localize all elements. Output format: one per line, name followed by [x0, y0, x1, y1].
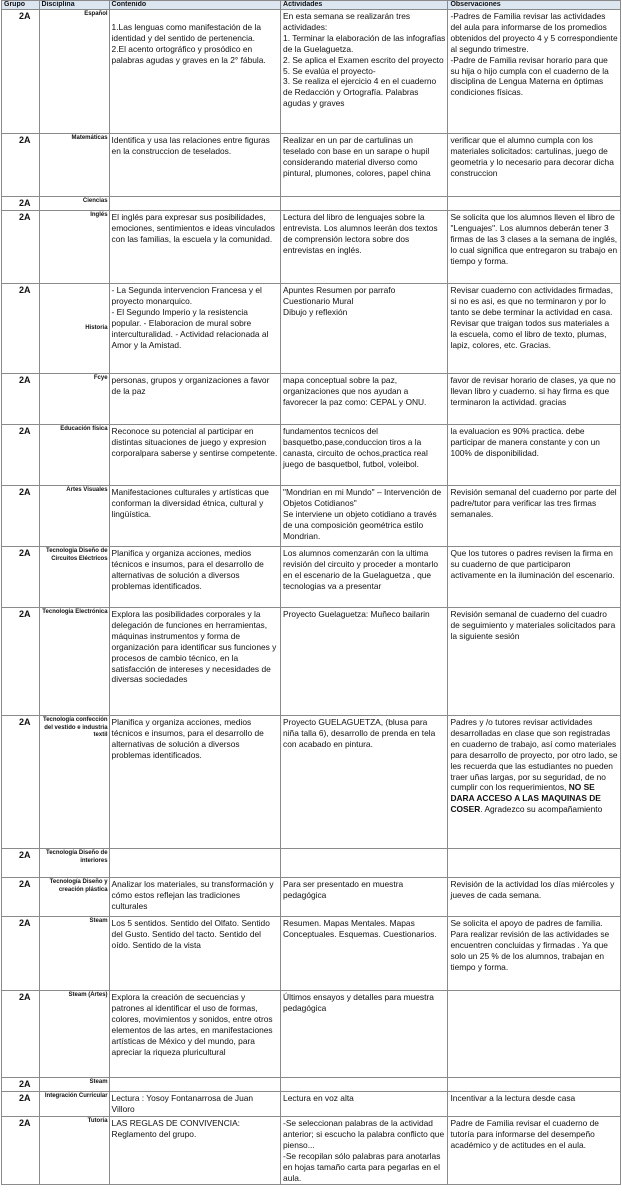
table-row	[2, 547, 621, 608]
observaciones-cell: Padre de Familia revisar el cuaderno de tutoría para informarse del desempeño académico y de actitudes en el aula.	[448, 1117, 621, 1185]
actividades-cell: Los alumnos comenzarán con la ultima revisión del circuito y proceder a montarlo en el escenario de la Guelaguetza , que tecnologias va a presentar	[281, 547, 448, 608]
contenido-cell: Analizar los materiales, su transformación y cómo estos reflejan las tradiciones culturales	[109, 878, 280, 917]
contenido-cell	[109, 197, 280, 211]
observaciones-warning: NO SE DARA ACCESO A LAS MAQUINAS DE COSER	[450, 782, 601, 815]
actividades-cell: mapa conceptual sobre la paz, organizaciones que nos ayudan a favorecer la paz como: CEPAL y ONU.	[281, 374, 448, 425]
table-row	[2, 486, 621, 547]
table-row	[2, 878, 621, 917]
observaciones-cell: Revisión semanal de cuaderno del cuadro de seguimiento y materiales solicitados para la siguiente sesión	[448, 608, 621, 716]
grupo-cell: 2A	[2, 917, 40, 991]
contenido-cell: Explora la creación de secuencias y patrones al identificar el uso de formas, colores, movimientos y sonidos, entre otros elementos de las artes, en manifestaciones artísticas de México y del mundo, para apreciar la riqueza pluricultural	[109, 991, 280, 1078]
disciplina-cell: Tecnologia Diseño de Circuitos Eléctricos	[39, 547, 109, 608]
disciplina-cell: Tecnología confección del vestido e industria textil	[39, 716, 109, 849]
grupo-cell: 2A	[2, 425, 40, 486]
actividades-cell: Proyecto GUELAGUETZA, (blusa para niña talla 6), desarrollo de prenda en tela con acabado en pintura.	[281, 716, 448, 849]
table-row	[2, 134, 621, 197]
actividades-cell: En esta semana se realizarán tres actividades: 1. Terminar la elaboración de las infografías de la Guelaguetza. 2. Se aplica el Examen escrito del proyecto 5. Se evalúa el proyecto- 3. Se realiza el ejercicio 4 en el cuaderno de Redacción y Ortografía. Palabras agudas y graves	[281, 10, 448, 134]
disciplina-cell: Steam	[39, 1078, 109, 1092]
contenido-cell	[109, 849, 280, 878]
observaciones-cell: Revisión de la actividad los días miércoles y jueves de cada semana.	[448, 878, 621, 917]
observaciones-cell: la evaluacion es 90% practica. debe participar de manera constante y con un 100% de disponibilidad.	[448, 425, 621, 486]
grupo-cell: 2A	[2, 547, 40, 608]
observaciones-cell	[448, 849, 621, 878]
header-contenido: Contenido	[109, 1, 280, 10]
disciplina-cell: Español	[39, 10, 109, 134]
grupo-cell: 2A	[2, 878, 40, 917]
grupo-cell: 2A	[2, 991, 40, 1078]
table-row	[2, 917, 621, 991]
contenido-cell: Lectura : Yosoy Fontanarrosa de Juan Villoro	[109, 1092, 280, 1117]
disciplina-cell: Integración Curricular	[39, 1092, 109, 1117]
contenido-cell	[109, 1078, 280, 1092]
observaciones-cell: Se solicita que los alumnos lleven el libro de "Lenguajes". Los alumnos deberán tener 3 firmas de las 3 clases a la semana de inglés, lo cual significa que entregaron su trabajo en tiempo y forma.	[448, 211, 621, 284]
table-row	[2, 1117, 621, 1185]
contenido-cell: 1.Las lenguas como manifestación de la identidad y del sentido de pertenencia. 2.El acento ortográfico y prosódico en palabras agudas y graves en la 2° fábula.	[109, 10, 280, 134]
contenido-cell: Planifica y organiza acciones, medios técnicos e insumos, para el desarrollo de alternativas de solución a diversos problemas identificados.	[109, 716, 280, 849]
grupo-cell: 2A	[2, 197, 40, 211]
header-grupo: Grupo	[2, 1, 40, 10]
observaciones-cell	[448, 716, 621, 849]
actividades-cell	[281, 197, 448, 211]
table-row	[2, 10, 621, 134]
contenido-cell: personas, grupos y organizaciones a favor de la paz	[109, 374, 280, 425]
disciplina-cell: Inglés	[39, 211, 109, 284]
disciplina-cell: Steam	[39, 917, 109, 991]
disciplina-cell: Matemáticas	[39, 134, 109, 197]
grupo-cell: 2A	[2, 374, 40, 425]
grupo-cell: 2A	[2, 134, 40, 197]
contenido-cell: Manifestaciones culturales y artísticas que conforman la diversidad étnica, cultural y lingüística.	[109, 486, 280, 547]
actividades-cell: Últimos ensayos y detalles para muestra pedagógica	[281, 991, 448, 1078]
contenido-cell: Planifica y organiza acciones, medios técnicos e insumos, para el desarrollo de alternativas de solución a diversos problemas identificados.	[109, 547, 280, 608]
table-row	[2, 716, 621, 849]
header-observaciones: Observaciones	[448, 1, 621, 10]
observaciones-cell: verificar que el alumno cumpla con los materiales solicitados: cartulinas, juego de geometria y lo necesario para decorar dicha construccion	[448, 134, 621, 197]
table-row	[2, 991, 621, 1078]
table-row	[2, 211, 621, 284]
grupo-cell: 2A	[2, 1092, 40, 1117]
observaciones-cell: favor de revisar horario de clases, ya que no llevan libro y cuaderno. si hay firma es que terminaron la actividad. gracias	[448, 374, 621, 425]
observaciones-text: Padres y /o tutores revisar actividades desarrolladas en clase que son registradas en cuaderno de trabajo, así como materiales para desarrollo de proyecto, por otro lado, se les recuerda que las estudiantes no pueden traer uñas largas, por su seguridad, de no cumplir con los requerimientos,	[450, 717, 618, 793]
table-row	[2, 374, 621, 425]
grupo-cell: 2A	[2, 849, 40, 878]
actividades-cell: "Mondrian en mi Mundo" – Intervención de Objetos Cotidianos" Se interviene un objeto cotidiano a través de una composición geométrica estilo Mondrian.	[281, 486, 448, 547]
grupo-cell: 2A	[2, 1117, 40, 1185]
grupo-cell: 2A	[2, 608, 40, 716]
header-actividades: Actividades	[281, 1, 448, 10]
header-disciplina: Disciplina	[39, 1, 109, 10]
disciplina-cell: Fcye	[39, 374, 109, 425]
contenido-cell: Reconoce su potencial al participar en distintas situaciones de juego y expresion corporalpara saberse y sentirse competente.	[109, 425, 280, 486]
observaciones-cell: Que los tutores o padres revisen la firma en su cuaderno de que participaron activamente en la iluminación del escenario.	[448, 547, 621, 608]
contenido-cell: El inglés para expresar sus posibilidades, emociones, sentimientos e ideas vinculados con las familias, la escuela y la comunidad.	[109, 211, 280, 284]
observaciones-text: . Agradezco su acompañamiento	[480, 804, 603, 815]
disciplina-cell: Tecnología Diseño de interiores	[39, 849, 109, 878]
table-row	[2, 849, 621, 878]
grupo-cell: 2A	[2, 716, 40, 849]
observaciones-cell	[448, 197, 621, 211]
observaciones-cell: Incentivar a la lectura desde casa	[448, 1092, 621, 1117]
actividades-cell: Lectura en voz alta	[281, 1092, 448, 1117]
disciplina-cell: Artes Visuales	[39, 486, 109, 547]
disciplina-cell: Tecnologia Electrónica	[39, 608, 109, 716]
grupo-cell: 2A	[2, 284, 40, 374]
actividades-cell	[281, 849, 448, 878]
grupo-cell: 2A	[2, 1078, 40, 1092]
table-row	[2, 197, 621, 211]
disciplina-cell: Tecnología Diseño y creación plástica	[39, 878, 109, 917]
contenido-cell: LAS REGLAS DE CONVIVENCIA: Reglamento del grupo.	[109, 1117, 280, 1185]
observaciones-cell: Revisar cuaderno con actividades firmadas, si no es asi, es que no terminaron y por lo tanto se debe terminar la actividad en casa. Revisar que traigan todos sus materiales a la escuela, como el libro de texto, plumas, lapiz, colores, etc. Gracias.	[448, 284, 621, 374]
table-row	[2, 284, 621, 374]
disciplina-cell: Historia	[39, 284, 109, 374]
table-row	[2, 1092, 621, 1117]
table-row	[2, 1078, 621, 1092]
actividades-cell: Para ser presentado en muestra pedagógica	[281, 878, 448, 917]
contenido-cell: Los 5 sentidos. Sentido del Olfato. Sentido del Gusto. Sentido del tacto. Sentido del oído. Sentido de la vista	[109, 917, 280, 991]
actividades-cell: Resumen. Mapas Mentales. Mapas Conceptuales. Esquemas. Cuestionarios.	[281, 917, 448, 991]
observaciones-cell	[448, 991, 621, 1078]
table-row	[2, 425, 621, 486]
disciplina-cell: Tutoría	[39, 1117, 109, 1185]
actividades-cell: -Se seleccionan palabras de la actividad anterior; si escucho la palabra conflicto que pienso... -Se recopilan sólo palabras para anotarlas en hojas tamaño carta para pegarlas en el aula.	[281, 1117, 448, 1185]
weekly-plan-table	[1, 0, 621, 1185]
grupo-cell: 2A	[2, 211, 40, 284]
observaciones-cell	[448, 1078, 621, 1092]
actividades-cell	[281, 1078, 448, 1092]
observaciones-cell: Revisión semanal del cuaderno por parte del padre/tutor para verificar las tres firmas semanales.	[448, 486, 621, 547]
grupo-cell: 2A	[2, 10, 40, 134]
disciplina-cell: Ciencias	[39, 197, 109, 211]
contenido-cell: - La Segunda intervencion Francesa y el proyecto monarquico. - El Segundo Imperio y la resistencia popular. - Elaboracion de mural sobre interculturalidad. - Actividad relacionada al Amor y la Amistad.	[109, 284, 280, 374]
actividades-cell: Apuntes Resumen por parrafo Cuestionario Mural Dibujo y reflexión	[281, 284, 448, 374]
grupo-cell: 2A	[2, 486, 40, 547]
observaciones-cell: -Padres de Familia revisar las actividades del aula para informarse de los promedios obtenidos del proyecto 4 y 5 correspondiente al segundo trimestre. -Padre de Familia revisar horario para que su hija o hijo cumpla con el cuaderno de la disciplina de Lengua Materna en óptimas condiciones físicas.	[448, 10, 621, 134]
contenido-cell: Identifica y usa las relaciones entre figuras en la construccion de teselados.	[109, 134, 280, 197]
disciplina-cell: Steam (Artes)	[39, 991, 109, 1078]
actividades-cell: fundamentos tecnicos del basquetbo,pase,conduccion tiros a la canasta, circuito de ochos,practica real juego de basquetbol, futbol, voleibol.	[281, 425, 448, 486]
contenido-cell: Explora las posibilidades corporales y la delegación de funciones en herramientas, máquinas instrumentos y forma de organización para identificar sus funciones y procesos de cambio técnico, en la satisfacción de intereses y necesidades de diversas sociedades	[109, 608, 280, 716]
actividades-cell: Proyecto Guelaguetza: Muñeco bailarin	[281, 608, 448, 716]
disciplina-cell: Educación física	[39, 425, 109, 486]
observaciones-cell: Se solicita el apoyo de padres de familia. Para realizar revisión de las actividades se encuentren concluidas y firmadas . Ya que solo un 25 % de los alumnos, trabajan en tiempo y forma.	[448, 917, 621, 991]
table-row	[2, 608, 621, 716]
header-row	[2, 1, 621, 10]
actividades-cell: Realizar en un par de cartulinas un teselado con base en un sarape o hupil considerando material diverso como pintural, plumones, colores, papel china	[281, 134, 448, 197]
actividades-cell: Lectura del libro de lenguajes sobre la entrevista. Los alumnos leerán dos textos de comprensión lectora sobre dos entrevistas en inglés.	[281, 211, 448, 284]
